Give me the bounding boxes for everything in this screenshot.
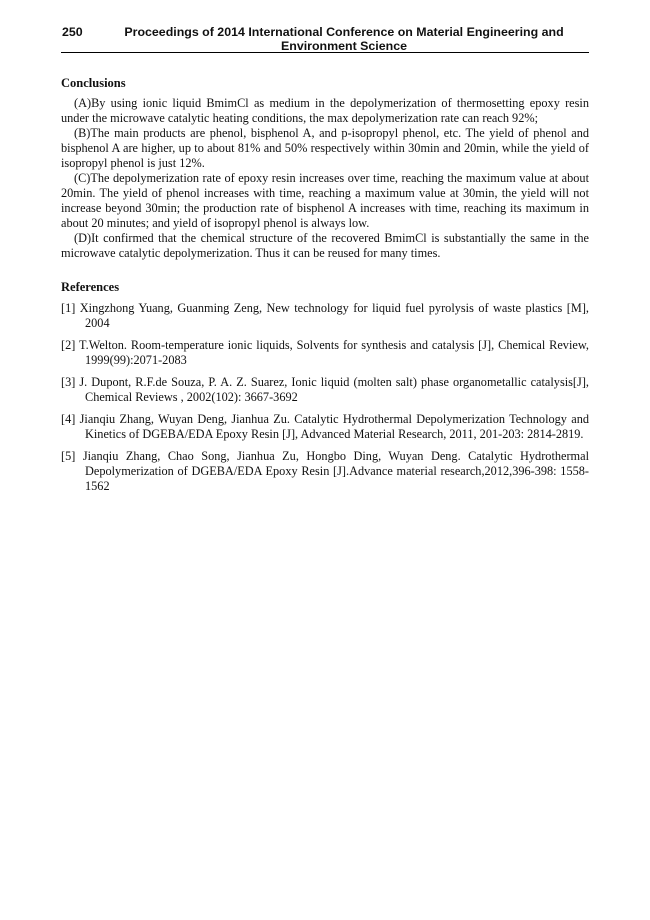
running-title (109, 25, 579, 53)
page-content (61, 76, 589, 501)
running-title-line-1: Proceedings of 2014 International Conference on Material Engineering and (124, 25, 564, 39)
reference-item-2: [2] T.Welton. Room-temperature ionic liquids, Solvents for synthesis and catalysis [J], Chemical Review, 1999(99):2071-2083 (61, 338, 589, 367)
reference-item-5: [5] Jianqiu Zhang, Chao Song, Jianhua Zu, Hongbo Ding, Wuyan Deng. Catalytic Hydrothermal Depolymerization of DGEBA/EDA Epoxy Resin [J].Advance material research,2012,396-398: 1558-1562 (61, 449, 589, 493)
reference-item-1: [1] Xingzhong Yuang, Guanming Zeng, New technology for liquid fuel pyrolysis of waste plastics [M], 2004 (61, 301, 589, 330)
conclusion-paragraph-b: (B)The main products are phenol, bisphenol A, and p-isopropyl phenol, etc. The yield of phenol and bisphenol A are higher, up to about 81% and 50% respectively within 30min and 20min, while the yield of isopropyl phenol is just 12%. (61, 126, 589, 170)
conclusions-heading: Conclusions (61, 76, 126, 90)
conclusion-paragraph-a: (A)By using ionic liquid BmimCl as medium in the depolymerization of thermosetting epoxy resin under the microwave catalytic heating conditions, the max depolymerization rate can reach 92%; (61, 96, 589, 125)
conclusion-paragraph-c: (C)The depolymerization rate of epoxy resin increases over time, reaching the maximum value at about 20min. The yield of phenol increases with time, reaching a maximum value at 30min, the yield will not increase beyond 30min; the production rate of bisphenol A increases with time, reaching its maximum in about 20 minutes; and yield of isopropyl phenol is always low. (61, 171, 589, 230)
page-header (61, 24, 589, 53)
conclusion-paragraph-d: (D)It confirmed that the chemical structure of the recovered BmimCl is substantially the same in the microwave catalytic depolymerization. Thus it can be reused for many times. (61, 231, 589, 260)
page-number: 250 (62, 25, 83, 39)
reference-item-3: [3] J. Dupont, R.F.de Souza, P. A. Z. Suarez, Ionic liquid (molten salt) phase organometallic catalysis[J], Chemical Reviews , 2002(102): 3667-3692 (61, 375, 589, 404)
references-heading: References (61, 280, 120, 294)
reference-item-4: [4] Jianqiu Zhang, Wuyan Deng, Jianhua Zu. Catalytic Hydrothermal Depolymerization Technology and Kinetics of DGEBA/EDA Epoxy Resin [J], Advanced Material Research, 2011, 201-203: 2814-2819. (61, 412, 589, 441)
running-title-line-2: Environment Science (280, 39, 407, 53)
